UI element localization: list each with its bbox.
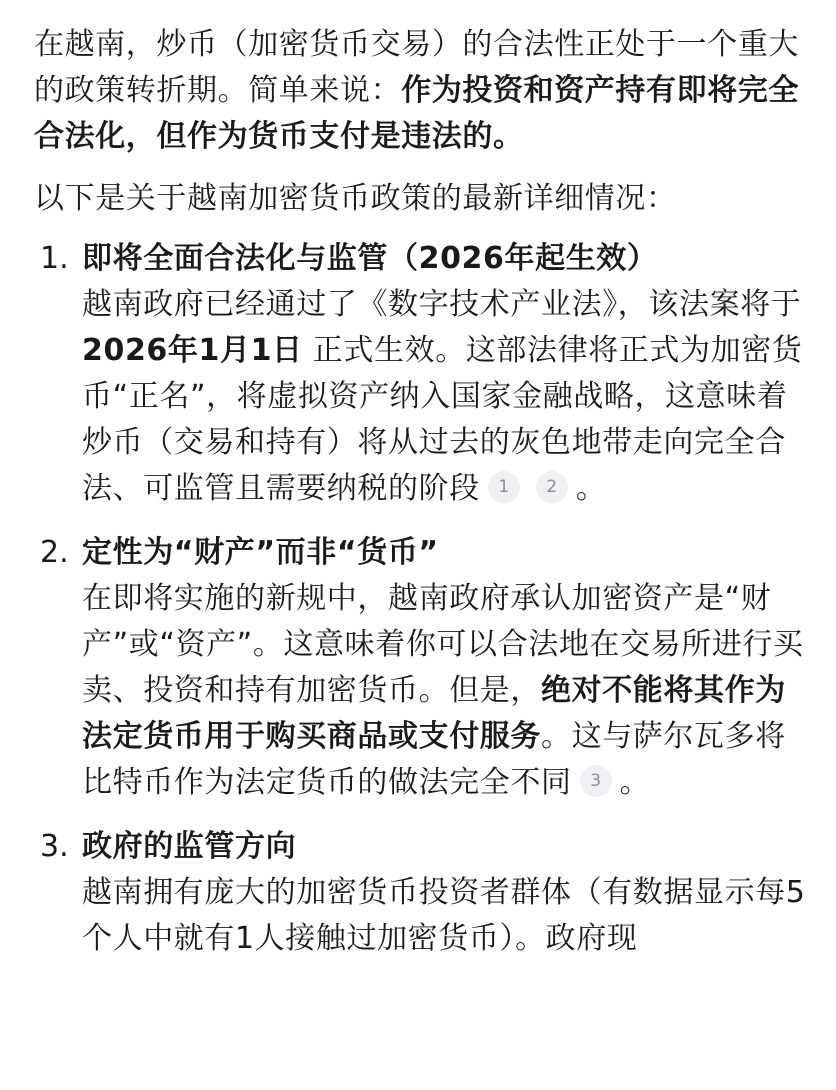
point-text: 正式生效。这部法律将正式为加密货币“正名”，将虚拟资产纳入国家金融战略，这意味着炒币（交易和持有）将从过去的灰色地带走向完全合法、可监管且需要纳税的阶段	[82, 333, 803, 506]
intro-summary-bold: 作为投资和资产持有即将完全合法化，但作为货币支付是违法的。	[34, 73, 800, 154]
list-number: 2.	[40, 535, 69, 570]
lead-paragraph: 以下是关于越南加密货币政策的最新详细情况：	[34, 181, 677, 216]
policy-points-list	[34, 236, 806, 962]
point-text: 在即将实施的新规中，越南政府承认加密资产是“财产”或“资产”。这意味着你可以合法地在交易所进行买卖、投资和持有加密货币。但是，	[82, 581, 804, 708]
point-body	[82, 576, 806, 806]
citation-badge[interactable]: 2	[536, 471, 568, 503]
point-body	[82, 870, 806, 962]
list-item	[34, 530, 806, 806]
point-body	[82, 282, 806, 512]
list-item	[34, 236, 806, 512]
point-title: 定性为“财产”而非“货币”	[82, 535, 439, 570]
citation-badge[interactable]: 3	[580, 765, 612, 797]
point-text-end: 。	[575, 471, 607, 506]
list-item	[34, 824, 806, 962]
list-number: 1.	[40, 241, 69, 276]
point-text: 。这与萨尔瓦多将比特币作为法定货币的做法完全不同	[82, 719, 786, 800]
answer-content	[34, 22, 806, 980]
list-number: 3.	[40, 829, 69, 864]
point-text-bold: 绝对不能将其作为法定货币用于购买商品或支付服务	[82, 673, 786, 754]
point-title: 即将全面合法化与监管（2026年起生效）	[82, 241, 658, 276]
point-text-end: 。	[619, 765, 651, 800]
citation-badge[interactable]: 1	[488, 471, 520, 503]
point-text: 越南政府已经通过了《数字技术产业法》，该法案将于	[82, 287, 802, 322]
intro-text: 在越南，炒币（加密货币交易）的合法性正处于一个重大的政策转折期。简单来说：	[34, 27, 799, 108]
point-text-bold: 2026年1月1日	[82, 333, 303, 368]
intro-paragraph	[34, 22, 806, 160]
point-title: 政府的监管方向	[82, 829, 297, 864]
point-text: 越南拥有庞大的加密货币投资者群体（有数据显示每5个人中就有1人接触过加密货币）。政府现	[82, 875, 806, 956]
